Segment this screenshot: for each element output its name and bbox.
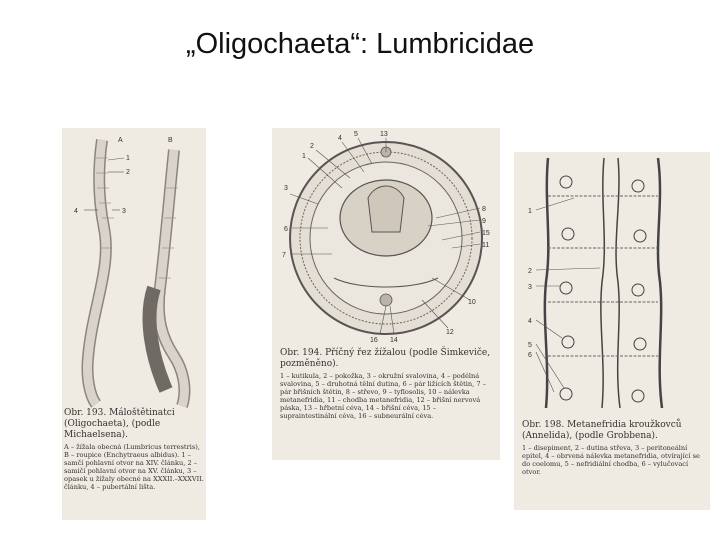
callout-3: 3: [284, 185, 288, 192]
caption-body: 1 – disepiment, 2 – dutina střeva, 3 – peritoneální epitel, 4 – obrvená nálevka metanefridia, otvírající se do coelomu, 5 – nefridiální chodba, 6 – vylučovací otvor.: [522, 443, 700, 477]
callout-2: 2: [310, 143, 314, 150]
worm-illustration: [62, 128, 206, 410]
figure-oligochaeta-worms: [62, 128, 206, 520]
callout-15: 15: [482, 230, 490, 237]
figure-caption: [280, 348, 494, 420]
caption-body: 1 – kutikula, 2 – pokožka, 3 – okružní svalovina, 4 – podélná svalovina, 5 – druhotná tělní dutina, 6 – pár ližících štětin, 7 – pár břišních štětin, 8 – střevo, 9 – tyflosolis, 10 – nálevka metanefridia, 11 – chodba metanefridia, 12 – břišní nervová páska, 13 – hřbetní céva, 14 – břišní céva, 15 – supraintestinální céva, 16 – subneurální céva.: [280, 371, 486, 421]
part-label-b: B: [168, 137, 173, 144]
callout-5: 5: [528, 342, 532, 349]
metanephridia-illustration: [514, 152, 710, 414]
callout-11: 11: [482, 242, 490, 249]
figure-cross-section: [272, 128, 500, 460]
slide-title: „Oligochaeta“: Lumbricidae: [185, 28, 535, 60]
figure-metanephridia: [514, 152, 710, 510]
callout-12: 12: [446, 329, 454, 336]
callout-7: 7: [282, 252, 286, 259]
callout-10: 10: [468, 299, 476, 306]
callout-4: 4: [338, 135, 342, 142]
callout-6: 6: [528, 352, 532, 359]
figure-caption: [64, 408, 204, 491]
callout-16: 16: [370, 337, 378, 344]
callout-6: 6: [284, 226, 288, 233]
callout-8: 8: [482, 206, 486, 213]
callout-1: 1: [302, 153, 306, 160]
caption-title: Obr. 193. Máloštětinatci (Oligochaeta), (podle Michaelsena).: [64, 408, 175, 440]
callout-14: 14: [390, 337, 398, 344]
cross-section-illustration: [272, 128, 500, 348]
callout-2: 2: [528, 268, 532, 275]
callout-5: 5: [354, 131, 358, 138]
figure-caption: [522, 420, 706, 476]
callout-9: 9: [482, 218, 486, 225]
callout-1: 1: [528, 208, 532, 215]
callout-3: 3: [528, 284, 532, 291]
part-label-a: A: [118, 137, 123, 144]
callout-3: 3: [122, 208, 126, 215]
callout-1: 1: [126, 155, 130, 162]
callout-2: 2: [126, 169, 130, 176]
callout-4: 4: [74, 208, 78, 215]
caption-title: Obr. 194. Příčný řez žížalou (podle Šimkeviče, pozměněno).: [280, 348, 491, 369]
callout-13: 13: [380, 131, 388, 138]
callout-4: 4: [528, 318, 532, 325]
caption-body: A – žížala obecná (Lumbricus terrestris), B – roupice (Enchytraeus albidus). 1 – samčí pohlavní otvor na XIV. článku, 2 – samičí pohlavní otvor na XV. článku, 3 – opasek u žížaly obecné na XXXII.–XXXVII. článku, 4 – pubertální lišta.: [64, 442, 204, 492]
caption-title: Obr. 198. Metanefridia kroužkovců (Annelida), (podle Grobbena).: [522, 420, 682, 441]
